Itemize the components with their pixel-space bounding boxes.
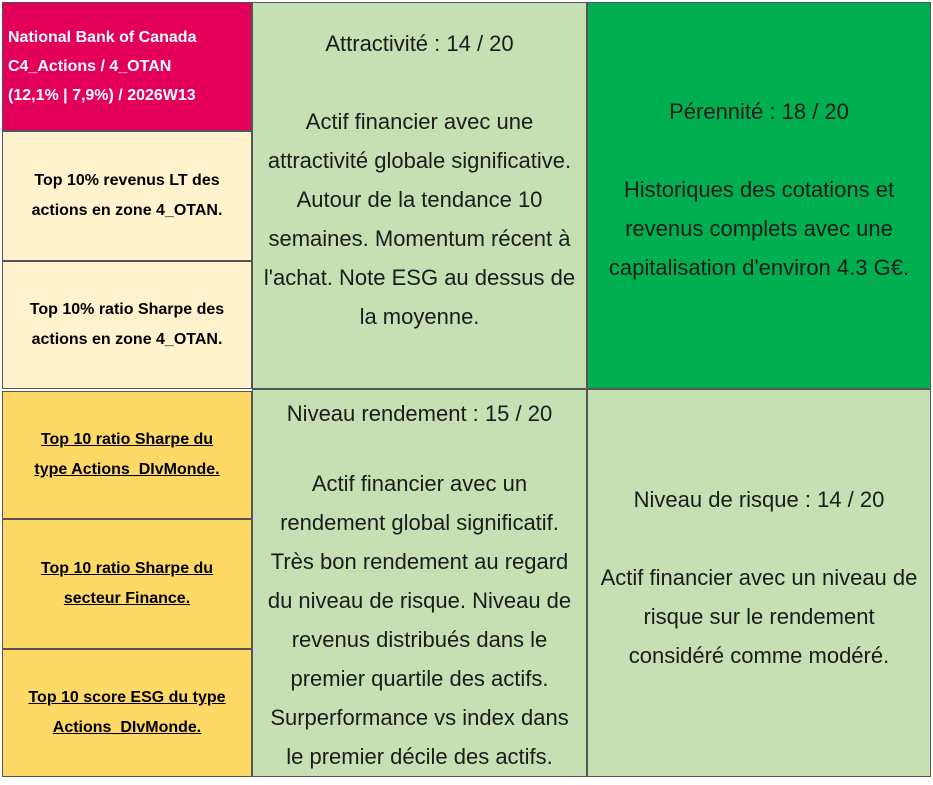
company-name: National Bank of Canada bbox=[8, 29, 197, 46]
risque-text: Actif financier avec un niveau de risque sur le rendement considéré comme modéré. bbox=[600, 564, 918, 668]
risque-title: Niveau de risque : 14 / 20 bbox=[633, 486, 885, 512]
stats-label: (12,1% | 7,9%) / 2026W13 bbox=[8, 87, 196, 104]
perennite-title: Pérennité : 18 / 20 bbox=[669, 99, 849, 124]
attractivite-panel bbox=[252, 2, 587, 389]
perennite-panel bbox=[587, 2, 931, 389]
criteria-top10-esg bbox=[2, 649, 252, 777]
criteria-text: Top 10% ratio Sharpe des actions en zone 4_OTAN. bbox=[29, 301, 225, 348]
perennite-text: Historiques des cotations et revenus complets avec une capitalisation d'environ 4.3 G€. bbox=[608, 177, 910, 280]
header-cell bbox=[2, 2, 252, 131]
category-label: C4_Actions / 4_OTAN bbox=[8, 58, 172, 75]
criteria-top10-sharpe-secteur bbox=[2, 519, 252, 649]
rendement-text: Actif financier avec un rendement global significatif. Très bon rendement au regard du niveau de risque. Niveau de revenus distribués dans le premier quartile des actifs. Surperformance vs index dans le premier décile des actifs. bbox=[267, 471, 572, 769]
criteria-text: Top 10 score ESG du type Actions_DIvMonde. bbox=[28, 689, 226, 736]
risque-panel bbox=[587, 389, 931, 777]
criteria-top10-sharpe-type bbox=[2, 391, 252, 519]
criteria-text: Top 10 ratio Sharpe du secteur Finance. bbox=[40, 560, 214, 607]
criteria-text: Top 10 ratio Sharpe du type Actions_DIvMonde. bbox=[34, 431, 220, 478]
rendement-title: Niveau rendement : 15 / 20 bbox=[286, 401, 553, 426]
rendement-panel bbox=[252, 389, 587, 777]
criteria-zone-sharpe bbox=[2, 261, 252, 389]
attractivite-text: Actif financier avec une attractivité globale significative. Autour de la tendance 10 semaines. Momentum récent à l'achat. Note ESG au dessus de la moyenne. bbox=[263, 109, 576, 329]
attractivite-title: Attractivité : 14 / 20 bbox=[325, 31, 514, 56]
criteria-text: Top 10% revenus LT des actions en zone 4_OTAN. bbox=[31, 172, 223, 219]
criteria-zone-revenus bbox=[2, 131, 252, 261]
